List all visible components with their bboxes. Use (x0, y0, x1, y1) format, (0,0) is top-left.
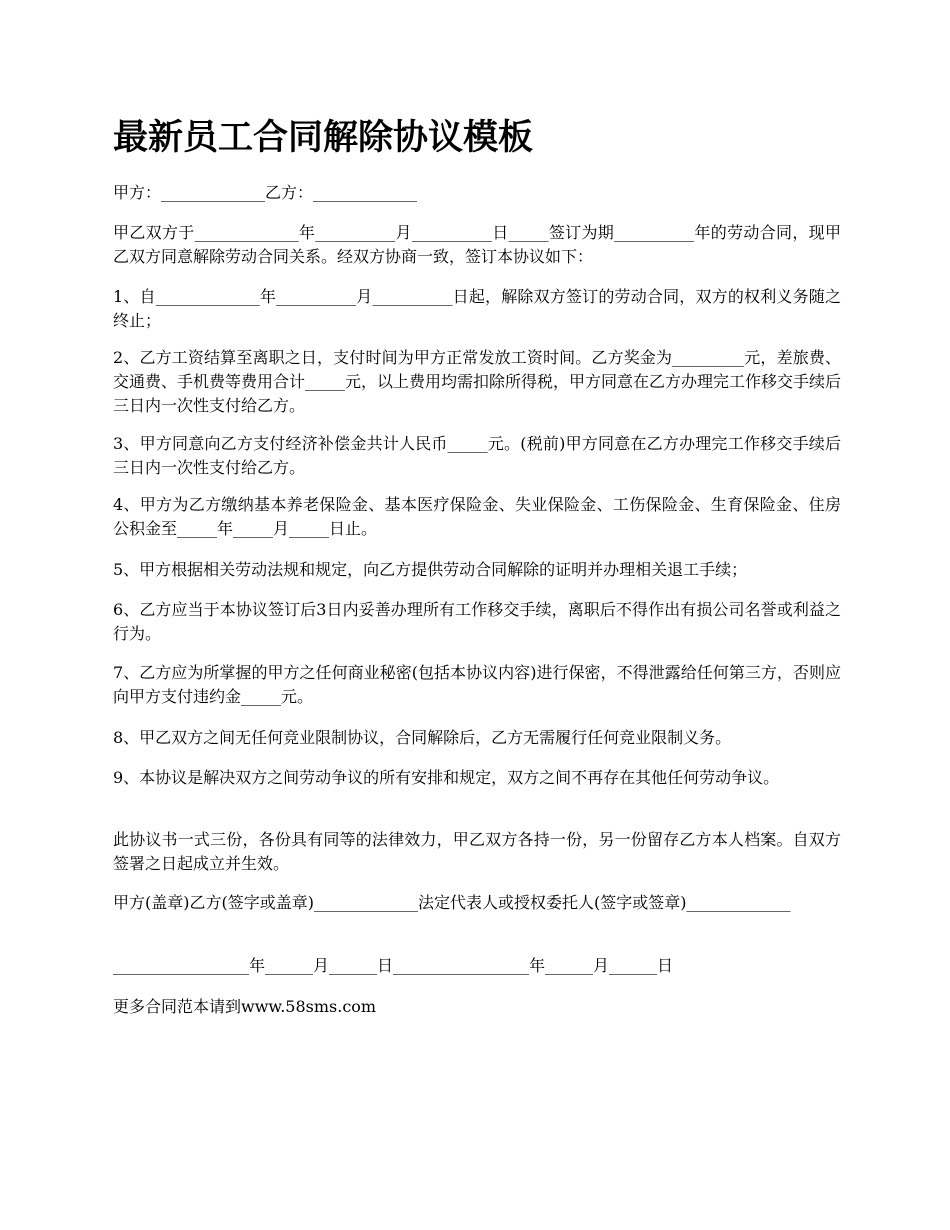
clause-7: 7、乙方应为所掌握的甲方之任何商业秘密(包括本协议内容)进行保密，不得泄露给任何第三方，否则应向甲方支付违约金_____元。 (113, 663, 841, 706)
clause-4: 4、甲方为乙方缴纳基本养老保险金、基本医疗保险金、失业保险金、工伤保险金、生育保险金、住房公积金至_____年_____月_____日止。 (113, 495, 841, 538)
signature-line: 甲方(盖章)乙方(签字或盖章)_____________法定代表人或授权委托人(签字或签章)_____________ (113, 893, 791, 912)
clause-6: 6、乙方应当于本协议签订后3日内妥善办理所有工作移交手续，离职后不得作出有损公司名誉或利益之行为。 (113, 600, 841, 643)
clause-5: 5、甲方根据相关劳动法规和规定，向乙方提供劳动合同解除的证明并办理相关退工手续； (113, 560, 748, 579)
copies-paragraph: 此协议书一式三份，各份具有同等的法律效力，甲乙双方各持一份，另一份留存乙方本人档案。自双方签署之日起成立并生效。 (113, 830, 841, 873)
footer-link-text: 更多合同范本请到www.58sms.com (113, 997, 377, 1016)
clause-2: 2、乙方工资结算至离职之日，支付时间为甲方正常发放工资时间。乙方奖金为_________元，差旅费、交通费、手机费等费用合计_____元，以上费用均需扣除所得税，甲方同意在乙方办理完工作移交手续后三日内一次性支付给乙方。 (113, 348, 842, 415)
document-title: 最新员工合同解除协议模板 (113, 118, 534, 158)
clause-1: 1、自_____________年__________月__________日起，解除双方签订的劳动合同，双方的权利义务随之终止； (113, 287, 841, 330)
clause-8: 8、甲乙双方之间无任何竞业限制协议，合同解除后，乙方无需履行任何竞业限制义务。 (113, 728, 732, 747)
clause-3: 3、甲方同意向乙方支付经济补偿金共计人民币_____元。(税前)甲方同意在乙方办理完工作移交手续后三日内一次性支付给乙方。 (113, 434, 841, 477)
intro-paragraph: 甲乙双方于_____________年__________月__________日_____签订为期__________年的劳动合同，现甲乙双方同意解除劳动合同关系。经双方协商一致，签订本协议如下： (113, 223, 841, 266)
party-line: 甲方：_____________乙方：_____________ (113, 183, 418, 202)
date-line: _________________年______月______日_________________年______月______日 (113, 956, 674, 975)
clause-9: 9、本协议是解决双方之间劳动争议的所有安排和规定，双方之间不再存在其他任何劳动争议。 (113, 768, 780, 787)
